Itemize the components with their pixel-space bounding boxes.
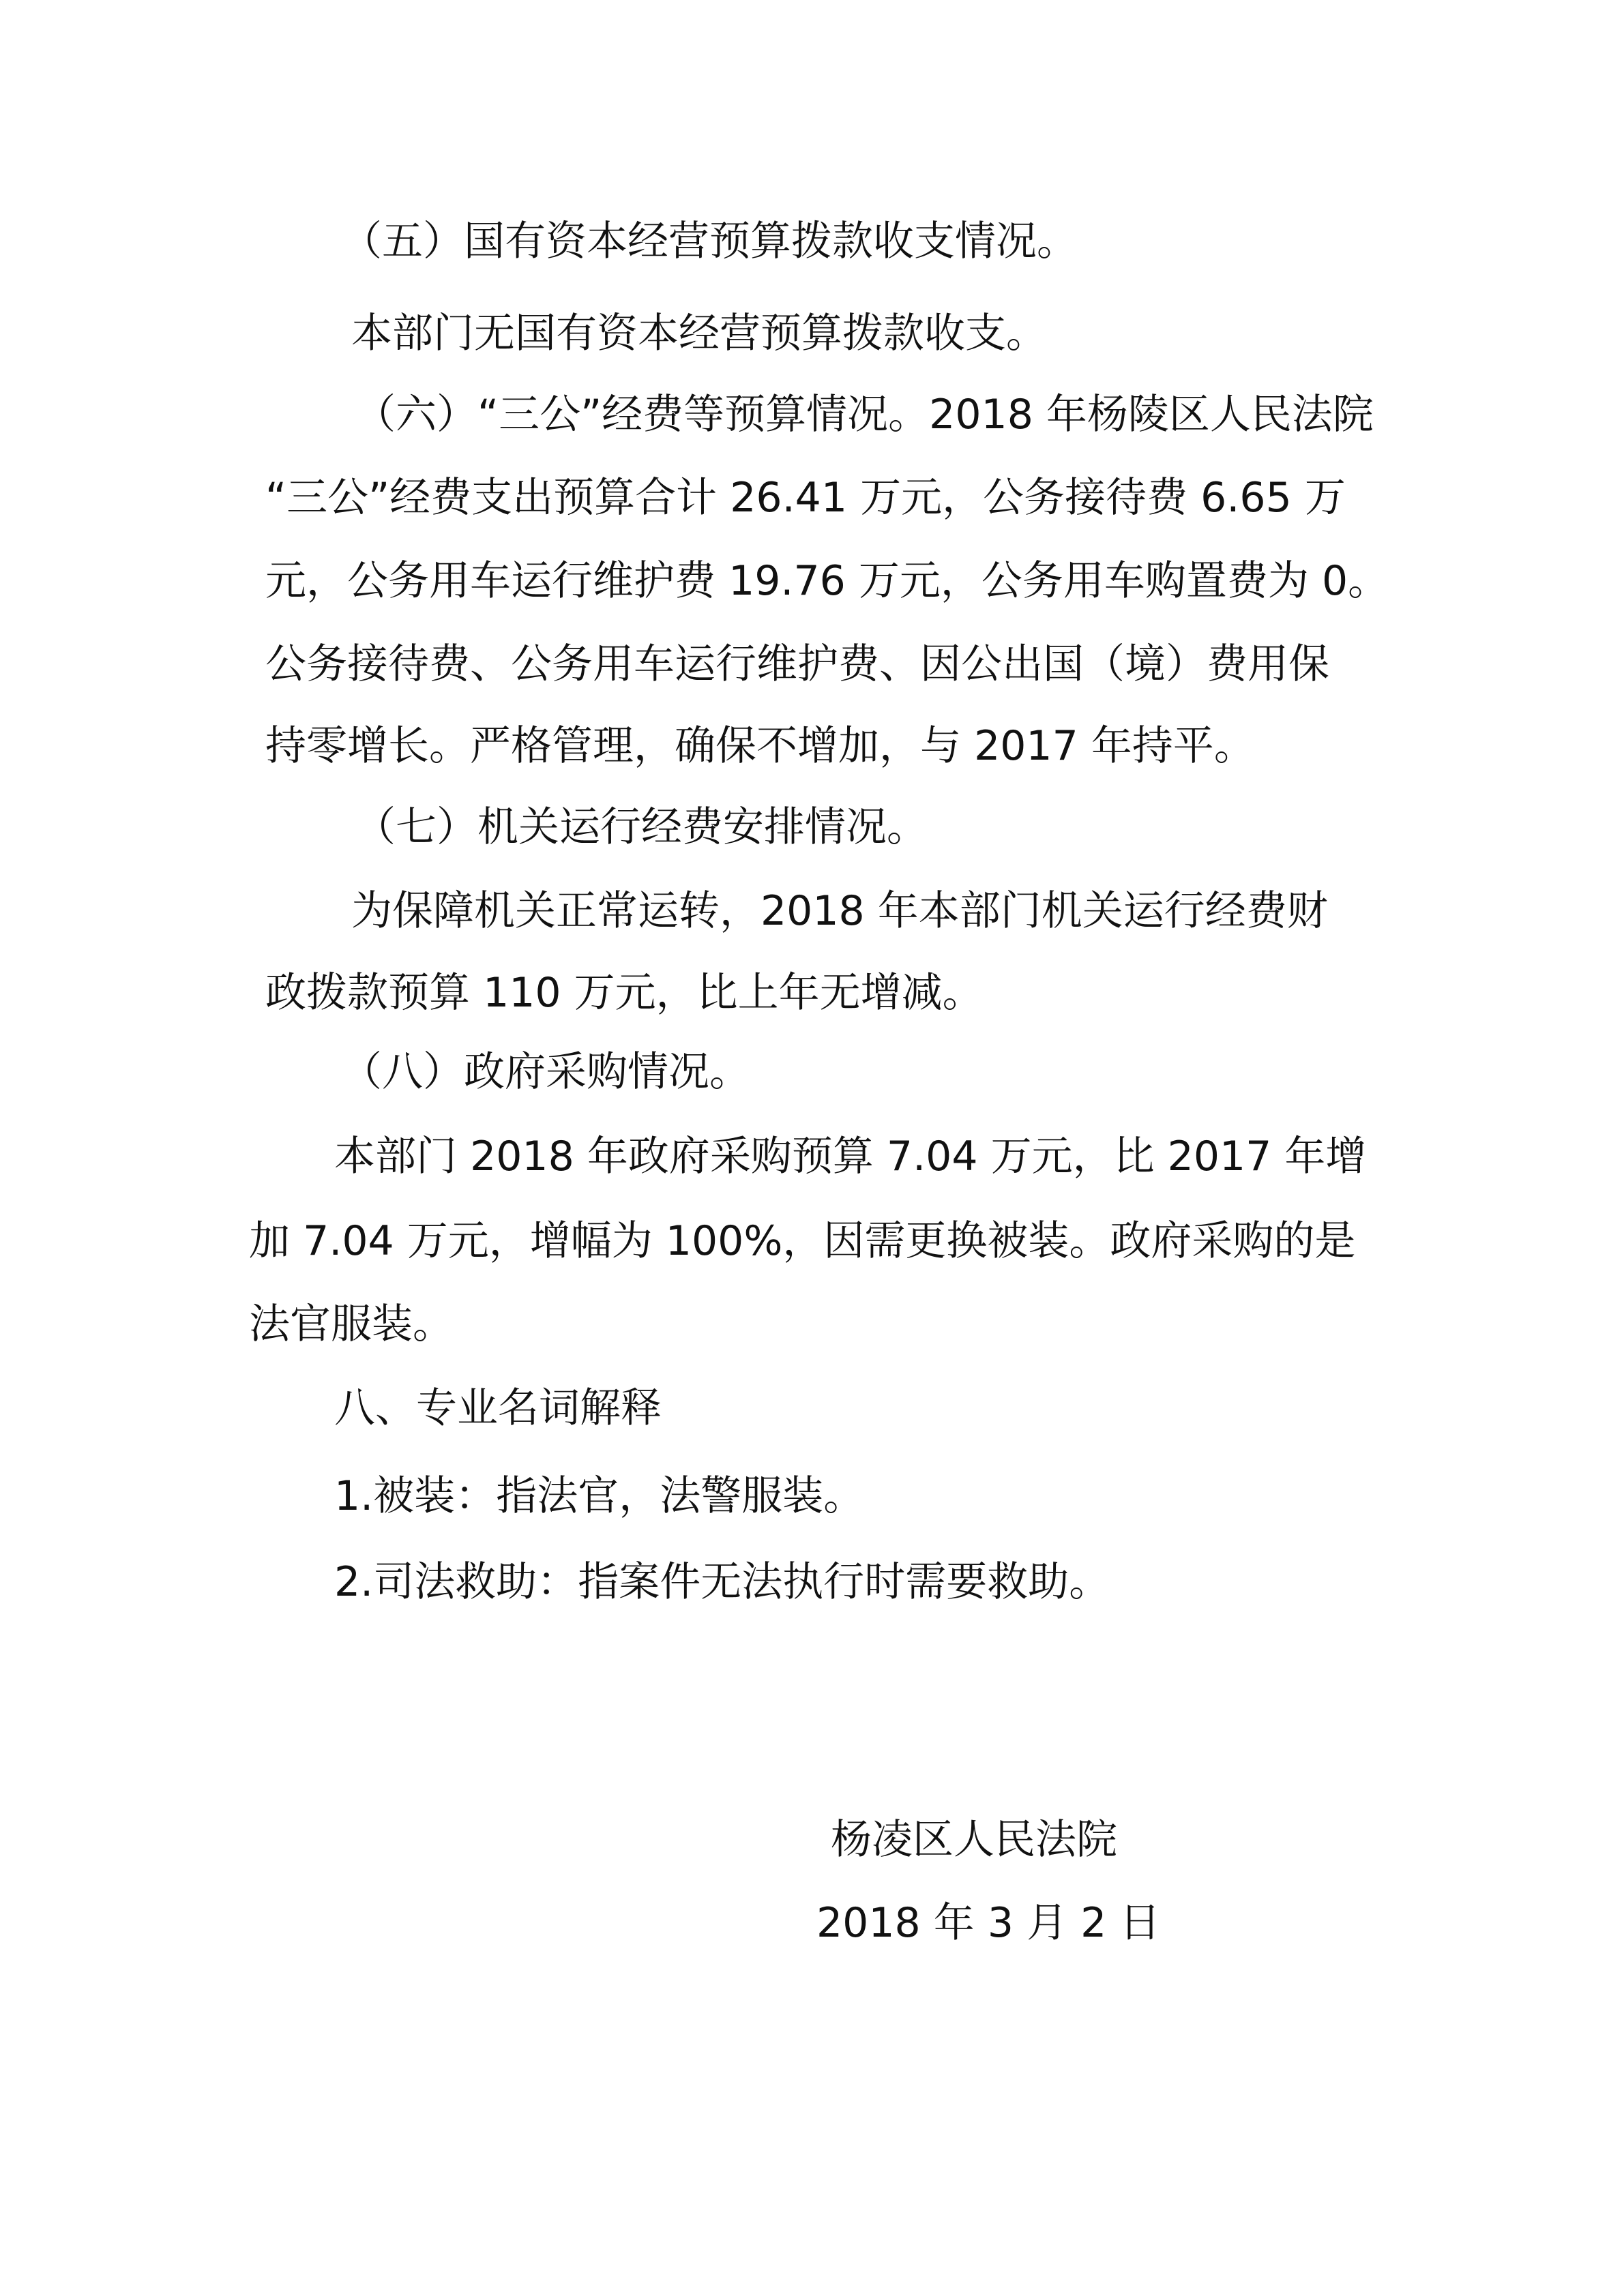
section-7-line-2: 政拨款预算 110 万元，比上年无增减。: [265, 969, 984, 1017]
section-8-line-1: 本部门 2018 年政府采购预算 7.04 万元，比 2017 年增: [334, 1133, 1367, 1180]
glossary-item-1: 1.被装：指法官，法警服装。: [334, 1472, 865, 1520]
section-6-line-4: 公务接待费、公务用车运行维护费、因公出国（境）费用保: [265, 640, 1329, 688]
glossary-item-2: 2.司法救助：指案件无法执行时需要救助。: [334, 1558, 1110, 1606]
section-8-heading: （八）政府采购情况。: [341, 1048, 750, 1096]
signature-organization: 杨凌区人民法院: [831, 1816, 1117, 1864]
section-5-body: 本部门无国有资本经营预算拨款收支。: [351, 310, 1047, 357]
section-6-line-1: （六）“三公”经费等预算情况。2018 年杨陵区人民法院: [355, 391, 1374, 438]
section-8-line-2: 加 7.04 万元，增幅为 100%，因需更换被装。政府采购的是: [249, 1217, 1356, 1265]
section-6-line-3: 元，公务用车运行维护费 19.76 万元，公务用车购置费为 0。: [265, 557, 1389, 605]
signature-date: 2018 年 3 月 2 日: [816, 1899, 1161, 1947]
section-5-heading: （五）国有资本经营预算拨款收支情况。: [341, 218, 1078, 265]
glossary-heading: 八、专业名词解释: [334, 1384, 662, 1432]
section-7-line-1: 为保障机关正常运转，2018 年本部门机关运行经费财: [351, 887, 1328, 935]
section-8-line-3: 法官服装。: [249, 1300, 454, 1348]
section-7-heading: （七）机关运行经费安排情况。: [355, 803, 928, 851]
section-6-line-5: 持零增长。严格管理，确保不增加，与 2017 年持平。: [265, 722, 1255, 770]
section-6-line-2: “三公”经费支出预算合计 26.41 万元，公务接待费 6.65 万: [265, 474, 1346, 522]
